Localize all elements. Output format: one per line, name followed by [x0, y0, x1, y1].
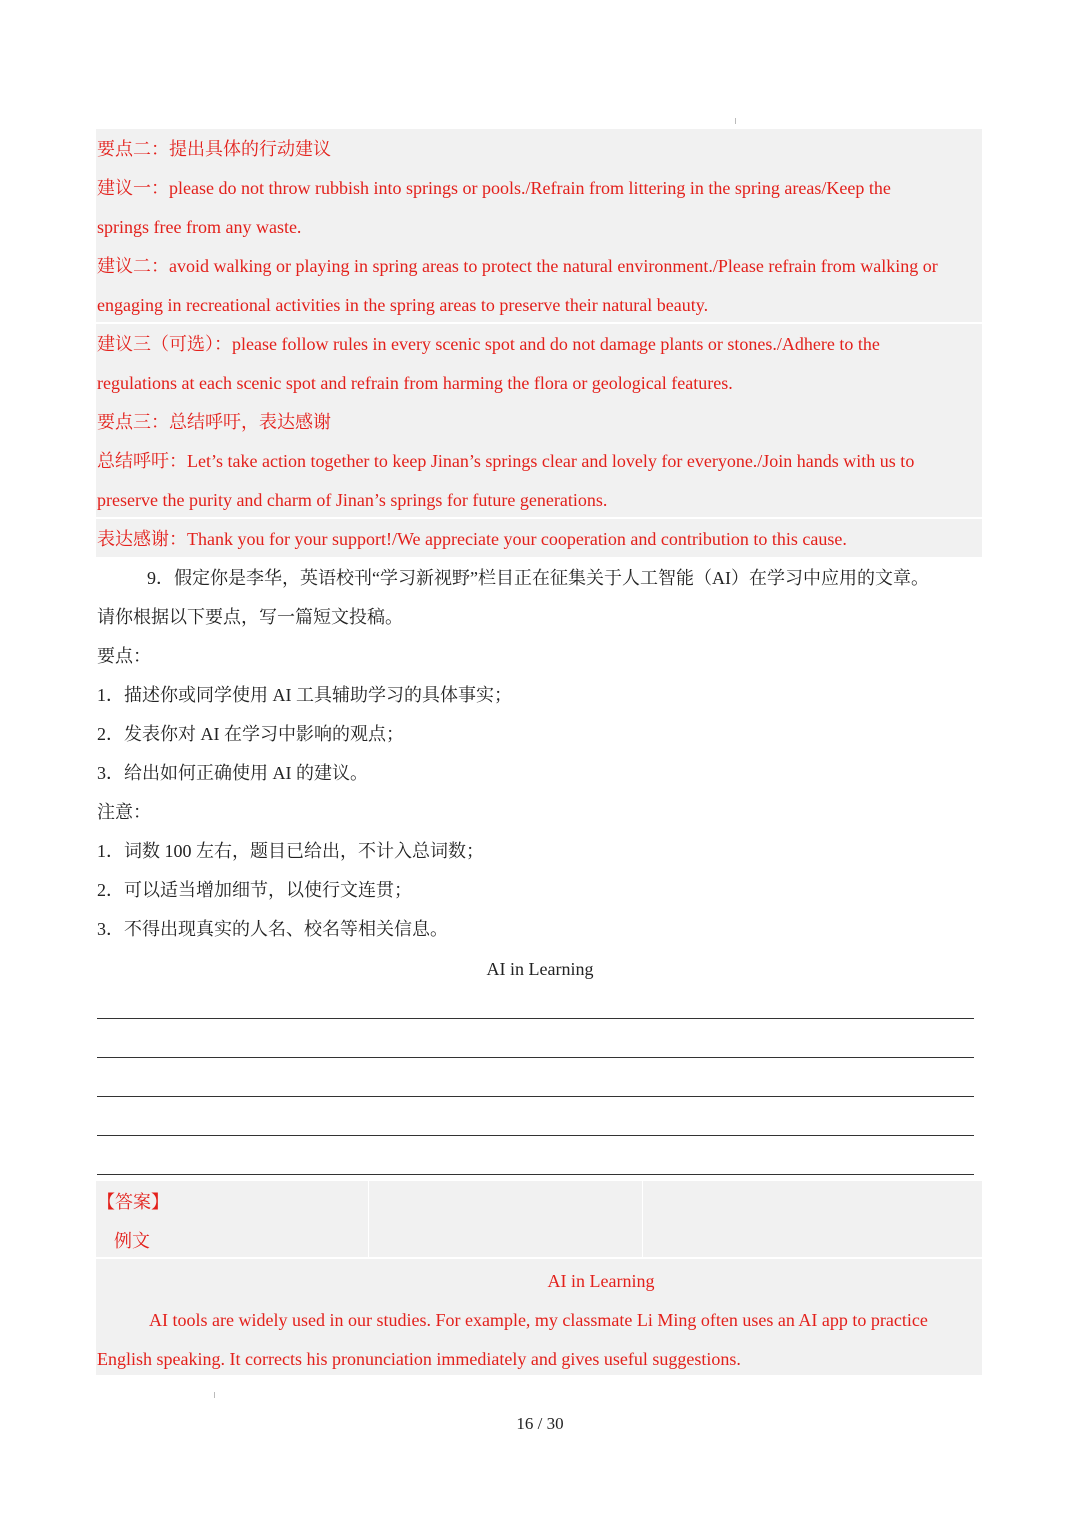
suggestion2-text: avoid walking or playing in spring areas to protect the natural environment./Please refrain from walking or	[169, 256, 938, 276]
point2-heading: 要点二：提出具体的行动建议	[97, 139, 331, 159]
sample-label: 例文	[114, 1231, 150, 1251]
shade-divider	[96, 1257, 982, 1259]
question9-intro-line2: 请你根据以下要点，写一篇短文投稿。	[97, 607, 403, 627]
page-number: 16 / 30	[516, 1414, 564, 1433]
summary-label: 总结呼吁：	[97, 451, 187, 471]
writing-line	[97, 1096, 974, 1097]
question9-intro-line1: 9．假定你是李华，英语校刊“学习新视野”栏目正在征集关于人工智能（AI）在学习中应用的文章。	[147, 568, 929, 588]
suggestion3-line2: regulations at each scenic spot and refrain from harming the flora or geological features.	[97, 373, 733, 393]
sample-line2: English speaking. It corrects his pronunciation immediately and gives useful suggestions.	[97, 1349, 741, 1369]
shade-divider	[368, 1181, 369, 1259]
point-item-3: 3．给出如何正确使用 AI 的建议。	[97, 763, 368, 783]
sample-line1: AI tools are widely used in our studies. For example, my classmate Li Ming often uses an AI app to practice	[149, 1310, 928, 1330]
suggestion1-line1	[97, 169, 891, 208]
point-item-2: 2．发表你对 AI 在学习中影响的观点；	[97, 724, 404, 744]
scan-mark	[214, 1392, 215, 1398]
answer-label: 【答案】	[97, 1192, 169, 1212]
point3-heading: 要点三：总结呼吁，表达感谢	[97, 412, 331, 432]
writing-line	[97, 1057, 974, 1058]
writing-line	[97, 1018, 974, 1019]
note-item-3: 3．不得出现真实的人名、校名等相关信息。	[97, 919, 448, 939]
point-item-1: 1．描述你或同学使用 AI 工具辅助学习的具体事实；	[97, 685, 512, 705]
shade-divider	[642, 1181, 643, 1259]
sample-title: AI in Learning	[547, 1271, 655, 1291]
writing-line	[97, 1135, 974, 1136]
thanks-label: 表达感谢：	[97, 529, 187, 549]
thanks-text: Thank you for your support!/We appreciate your cooperation and contribution to this cause.	[187, 529, 847, 549]
essay-title: AI in Learning	[486, 959, 594, 979]
note-item-1: 1．词数 100 左右，题目已给出，不计入总词数；	[97, 841, 484, 861]
suggestion2-line2: engaging in recreational activities in the spring areas to preserve their natural beauty.	[97, 295, 709, 315]
suggestion2-label: 建议二：	[97, 256, 169, 276]
summary-text: Let’s take action together to keep Jinan’s springs clear and lovely for everyone./Join hands with us to	[187, 451, 915, 471]
notes-label: 注意：	[97, 802, 151, 822]
suggestion2-line1	[97, 247, 938, 286]
summary-line1	[97, 442, 914, 481]
writing-line	[97, 1174, 974, 1175]
suggestion3-label: 建议三（可选）：	[97, 334, 232, 354]
suggestion3-line1	[97, 325, 880, 364]
suggestion1-label: 建议一：	[97, 178, 169, 198]
summary-line2: preserve the purity and charm of Jinan’s springs for future generations.	[97, 490, 608, 510]
suggestion1-text: please do not throw rubbish into springs or pools./Refrain from littering in the spring areas/Keep the	[169, 178, 891, 198]
points-label: 要点：	[97, 646, 151, 666]
suggestion3-text: please follow rules in every scenic spot and do not damage plants or stones./Adhere to the	[232, 334, 880, 354]
note-item-2: 2．可以适当增加细节，以使行文连贯；	[97, 880, 412, 900]
thanks-line	[97, 520, 847, 559]
scan-mark	[735, 118, 736, 124]
suggestion1-line2: springs free from any waste.	[97, 217, 302, 237]
